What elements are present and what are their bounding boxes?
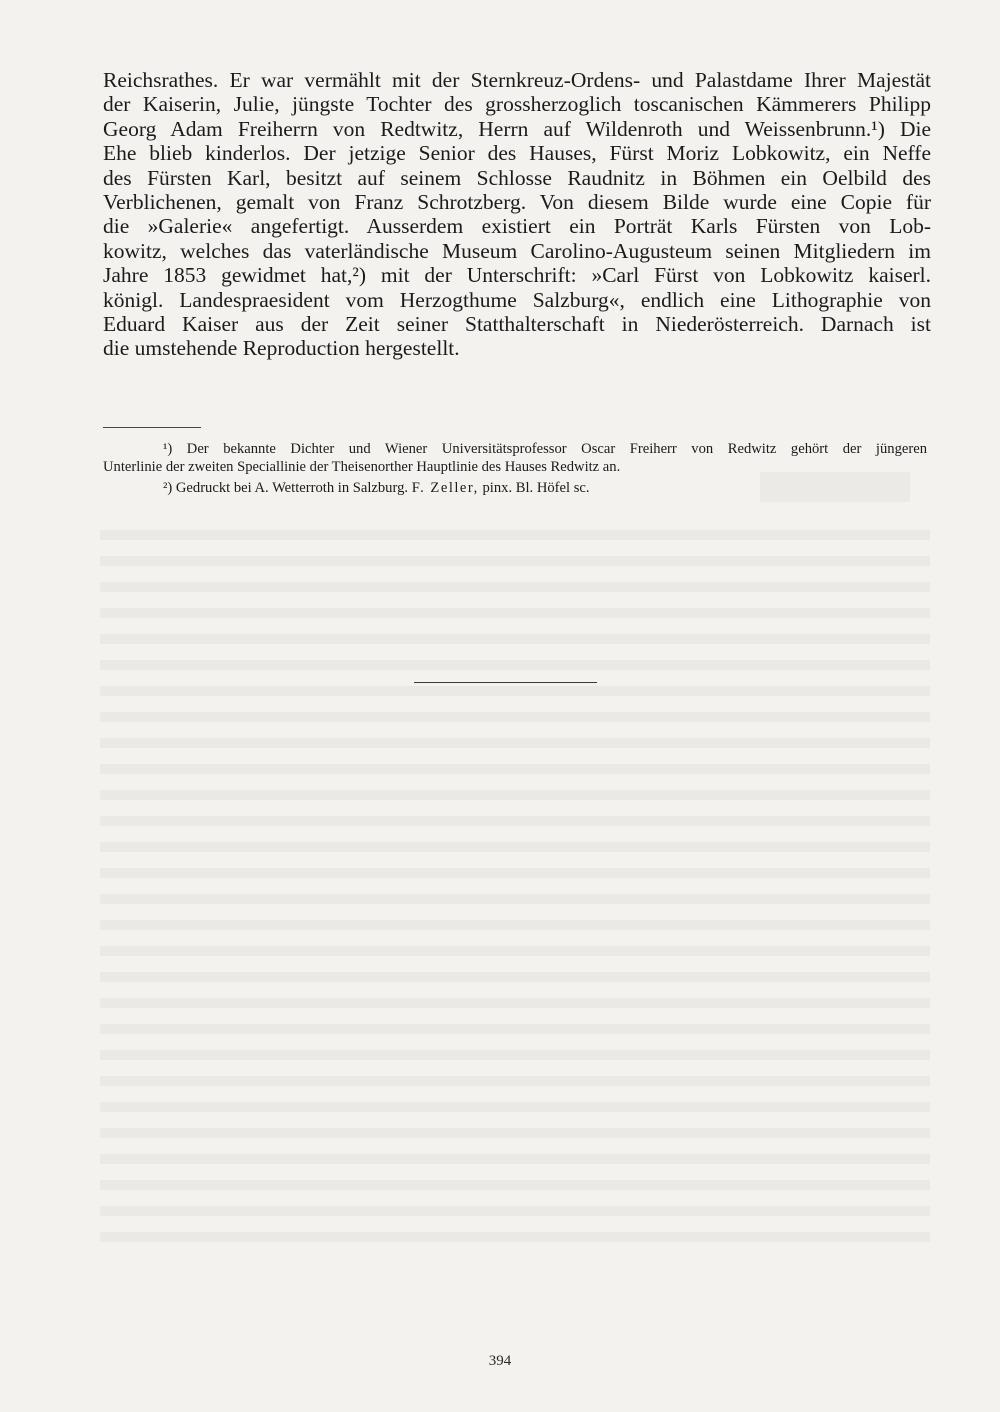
body-line: die »Galerie« angefertigt. Ausserdem existiert ein Porträt Karls Fürsten von Lob- [103, 214, 931, 239]
bleed-through-text [100, 530, 930, 1250]
footnote-separator [103, 427, 201, 428]
body-line: Reichsrathes. Er war vermählt mit der Sternkreuz-Ordens- und Palastdame Ihrer Majestät [103, 68, 931, 92]
body-line: Verblichenen, gemalt von Franz Schrotzberg. Von diesem Bilde wurde eine Copie für [103, 190, 931, 215]
body-line: Ehe blieb kinderlos. Der jetzige Senior des Hauses, Fürst Moriz Lobkowitz, ein Neffe [103, 141, 931, 166]
footnote-2-credit: pinx. Bl. Höfel sc. [482, 480, 590, 496]
body-line: kowitz, welches das vaterländische Museum Carolino-Augusteum seinen Mitgliedern im [103, 238, 931, 263]
body-line: Jahre 1853 gewidmet hat,²) mit der Unterschrift: »Carl Fürst von Lobkowitz kaiserl. [103, 263, 931, 288]
body-line: königl. Landespraesident vom Herzogthume Salzburg«, endlich eine Lithographie von [103, 287, 931, 312]
footnote-2-text: ²) Gedruckt bei A. Wetterroth in Salzburg. [163, 480, 409, 496]
footnote-1-line: ¹) Der bekannte Dichter und Wiener Universitätsprofessor Oscar Freiherr von Redwitz gehört der jüngeren [163, 441, 927, 457]
section-divider [414, 682, 597, 683]
footnote-2-painter: F. Zeller, [411, 480, 479, 496]
footnotes [103, 441, 927, 498]
body-line: Georg Adam Freiherrn von Redtwitz, Herrn auf Wildenroth und Weissenbrunn.¹) Die [103, 116, 931, 141]
footnote-1-line: Unterlinie der zweiten Speciallinie der Theisenorther Hauptlinie des Hauses Redwitz an. [103, 458, 621, 475]
body-line: Eduard Kaiser aus der Zeit seiner Statthalterschaft in Niederösterreich. Darnach ist [103, 312, 931, 337]
page-number: 394 [488, 1353, 512, 1369]
body-paragraph [103, 68, 931, 361]
footnote-2 [103, 480, 927, 498]
body-line: des Fürsten Karl, besitzt auf seinem Schlosse Raudnitz in Böhmen ein Oelbild des [103, 165, 931, 190]
body-line: der Kaiserin, Julie, jüngste Tochter des grossherzoglich toscanischen Kämmerers Philipp [103, 92, 931, 117]
body-line: die umstehende Reproduction hergestellt. [103, 336, 460, 361]
